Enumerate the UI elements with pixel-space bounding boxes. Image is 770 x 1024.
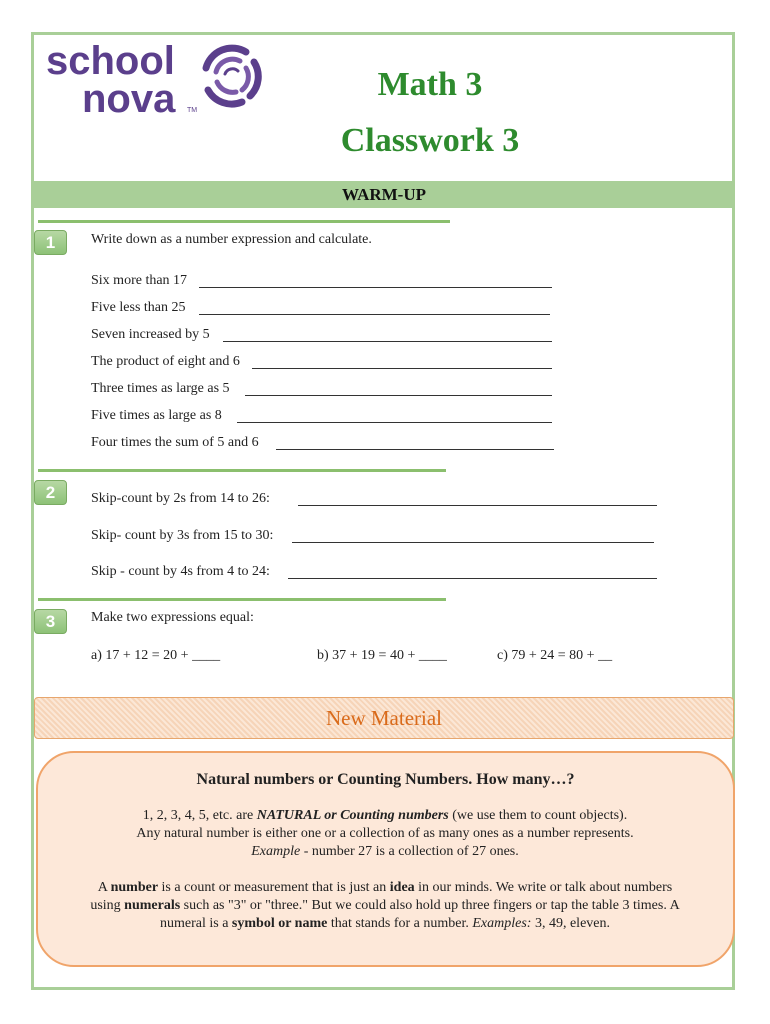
logo-text-nova: nova: [82, 77, 176, 118]
answer-line[interactable]: [245, 395, 552, 396]
text-run: in our minds. We write or talk about numbers: [414, 880, 673, 895]
text-run: Any natural number is either one or a collection of as many ones as a number represents.: [136, 826, 634, 841]
exercise-item: Five less than 25: [91, 300, 186, 315]
answer-line[interactable]: [223, 341, 552, 342]
exercise-item: Four times the sum of 5 and 6: [91, 435, 259, 450]
logo-swirl-icon: [206, 48, 258, 104]
text-run: 1, 2, 3, 4, 5, etc. are: [142, 808, 257, 823]
text-run: that stands for a number.: [327, 916, 473, 931]
answer-line[interactable]: [237, 422, 552, 423]
answer-line[interactable]: [252, 368, 552, 369]
answer-line[interactable]: [199, 314, 550, 315]
emphasis-number: number: [110, 880, 159, 895]
skip-count-item: Skip - count by 4s from 4 to 24:: [91, 564, 270, 579]
text-run: 3, 49, eleven.: [531, 916, 610, 931]
info-paragraph-line: [60, 915, 710, 933]
exercise-item: The product of eight and 6: [91, 354, 240, 369]
text-run: such as "3" or "three." But we could also hold up three fingers or tap the table 3 times. A: [180, 898, 680, 913]
answer-line[interactable]: [199, 287, 552, 288]
text-run: numeral is a: [160, 916, 232, 931]
school-nova-logo: [44, 38, 274, 118]
info-paragraph-line: [60, 807, 710, 825]
expression-a: a) 17 + 12 = 20 + ____: [91, 648, 221, 663]
section-2-badge: 2: [34, 480, 67, 505]
page-subtitle: Classwork 3: [340, 122, 520, 159]
skip-count-item: Skip- count by 3s from 15 to 30:: [91, 528, 274, 543]
page-title: Math 3: [377, 66, 483, 103]
text-run: A: [97, 880, 111, 895]
info-paragraph-line: [60, 879, 710, 897]
section-3-divider: [38, 598, 446, 601]
emphasis-numerals: numerals: [124, 898, 181, 913]
section-1-divider: [38, 220, 450, 223]
info-paragraph-line: [60, 897, 710, 915]
text-run: is a count or measurement that is just an: [158, 880, 390, 895]
emphasis-examples: Examples:: [472, 916, 532, 931]
info-paragraph-line: [60, 843, 710, 861]
exercise-item: Six more than 17: [91, 273, 188, 288]
section-1-instruction: Write down as a number expression and calculate.: [91, 232, 372, 247]
emphasis-idea: idea: [389, 880, 415, 895]
section-3-badge: 3: [34, 609, 67, 634]
emphasis-natural-numbers: NATURAL or Counting numbers: [256, 808, 449, 823]
emphasis-example: Example: [251, 844, 301, 859]
info-card-title: Natural numbers or Counting Numbers. How many…?: [196, 771, 575, 788]
text-run: (we use them to count objects).: [448, 808, 628, 823]
text-run: using: [90, 898, 125, 913]
section-2-divider: [38, 469, 446, 472]
logo-tm: TM: [187, 107, 198, 114]
answer-line[interactable]: [298, 505, 657, 506]
exercise-item: Three times as large as 5: [91, 381, 230, 396]
expression-c: c) 79 + 24 = 80 + __: [497, 648, 613, 663]
section-1-badge: 1: [34, 230, 67, 255]
skip-count-item: Skip-count by 2s from 14 to 26:: [91, 491, 270, 506]
answer-line[interactable]: [292, 542, 654, 543]
expression-b: b) 37 + 19 = 40 + ____: [317, 648, 447, 663]
info-paragraph-line: [60, 825, 710, 843]
emphasis-symbol-or-name: symbol or name: [231, 916, 328, 931]
new-material-banner: New Material: [34, 697, 734, 739]
answer-line[interactable]: [276, 449, 554, 450]
answer-line[interactable]: [288, 578, 657, 579]
warmup-banner: WARM-UP: [34, 181, 734, 208]
exercise-item: Five times as large as 8: [91, 408, 222, 423]
text-run: - number 27 is a collection of 27 ones.: [300, 844, 519, 859]
exercise-item: Seven increased by 5: [91, 327, 210, 342]
section-3-instruction: Make two expressions equal:: [91, 610, 254, 625]
logo-text-school: school: [46, 39, 175, 83]
